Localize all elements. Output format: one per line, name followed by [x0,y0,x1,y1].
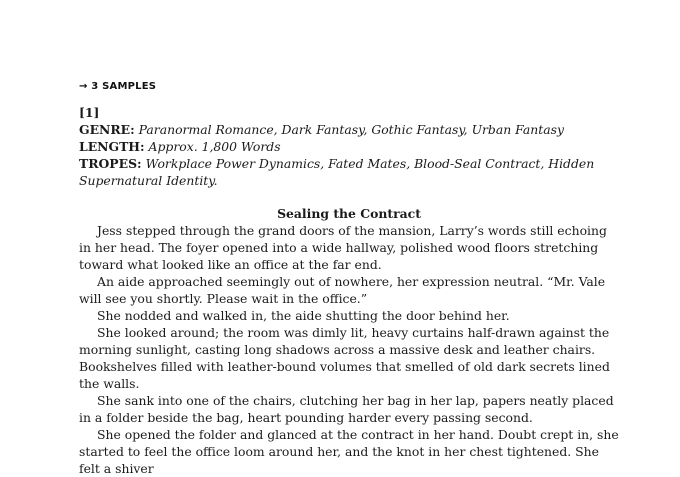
story-paragraph: She looked around; the room was dimly lit, heavy curtains half-drawn against the morning sunlight, casting long shadows across a massive desk and leather chairs. Bookshelves filled with leather-bound volumes that smelled of old dark secrets lined the walls. [79,325,610,391]
story-paragraph: She nodded and walked in, the aide shutting the door behind her. [97,308,510,323]
length-label: LENGTH: [79,139,145,154]
tropes-label: TROPES: [79,156,142,171]
document-body [79,104,619,477]
arrow-icon: → [79,81,88,92]
samples-heading [79,81,156,92]
sample-number: [1] [79,105,100,120]
story-paragraph: An aide approached seemingly out of nowhere, her expression neutral. “Mr. Vale will see you shortly. Please wait in the office.” [79,274,606,306]
story-title: Sealing the Contract [277,206,421,221]
story-paragraph: She sank into one of the chairs, clutching her bag in her lap, papers neatly placed in a folder beside the bag, heart pounding harder every passing second. [79,393,614,425]
genre-row [79,121,619,138]
tropes-row [79,155,619,189]
length-value: Approx. 1,800 Words [148,139,281,154]
samples-label: 3 SAMPLES [91,81,157,92]
genre-label: GENRE: [79,122,135,137]
story-paragraph: Jess stepped through the grand doors of the mansion, Larry’s words still echoing in her head. The foyer opened into a wide hallway, polished wood floors stretching toward what looked like an office at the far end. [79,223,607,272]
genre-value: Paranormal Romance, Dark Fantasy, Gothic Fantasy, Urban Fantasy [138,122,565,137]
story-paragraph: She opened the folder and glanced at the contract in her hand. Doubt crept in, she started to feel the office loom around her, and the knot in her chest tightened. She felt a shiver [79,427,619,476]
length-row [79,138,619,155]
tropes-value: Workplace Power Dynamics, Fated Mates, Blood-Seal Contract, Hidden Supernatural Identity. [79,156,595,188]
